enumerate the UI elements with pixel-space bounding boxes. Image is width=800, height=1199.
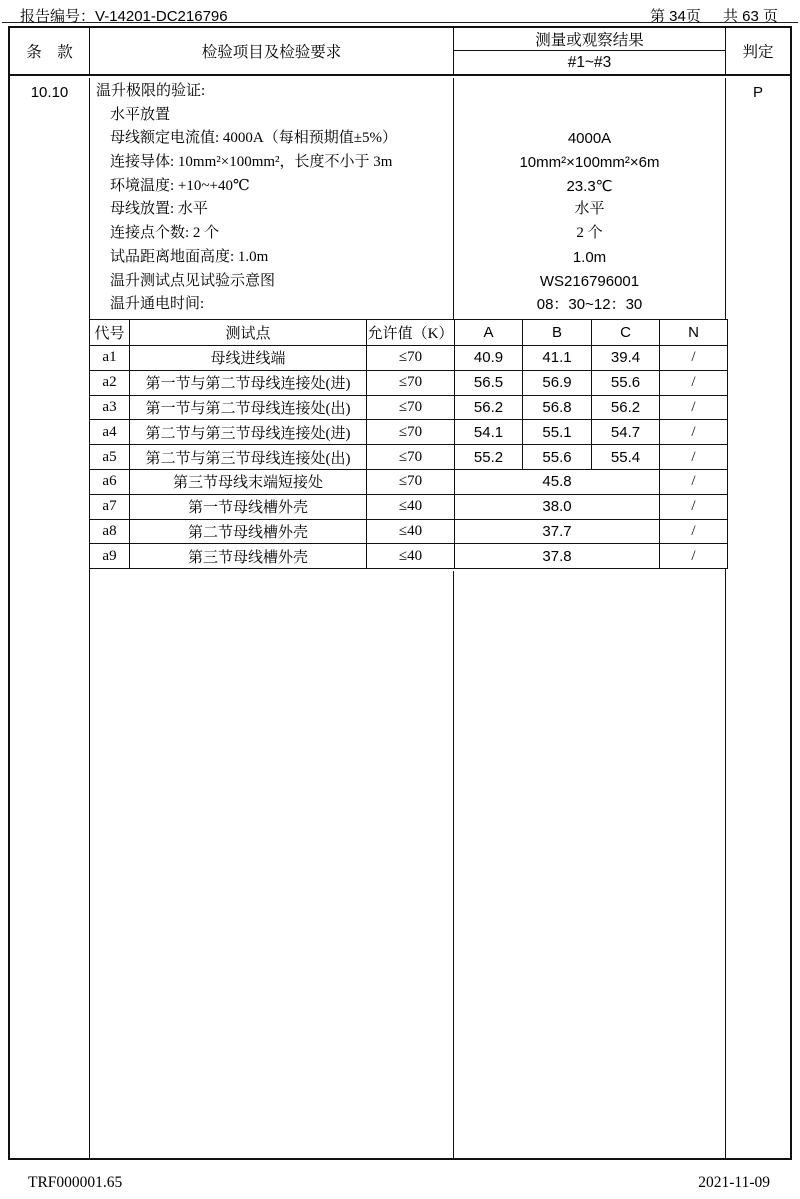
limit-value: ≤70 [367, 469, 455, 494]
measurement-row [90, 519, 728, 544]
header-result-sample-range: #1~#3 [567, 53, 612, 71]
inspection-table-header [10, 28, 790, 76]
value-b: 55.1 [523, 420, 592, 445]
spec-line: 母线额定电流值: 4000A（每相预期值±5%） [110, 130, 397, 147]
result-line: 2 个 [576, 225, 603, 242]
merged-value: 45.8 [455, 469, 660, 494]
value-b: 56.9 [523, 370, 592, 395]
col-header-point: 测试点 [130, 320, 367, 346]
spec-line: 水平放置 [110, 106, 171, 123]
measurement-row [90, 370, 728, 395]
value-n: / [660, 519, 728, 544]
limit-value: ≤70 [367, 370, 455, 395]
result-line: 23.3℃ [566, 177, 613, 195]
measurement-row [90, 469, 728, 494]
spec-line: 连接导体: 10mm²×100mm²，长度不小于 3m [110, 154, 393, 171]
test-point: 第三节母线槽外壳 [130, 544, 367, 569]
spec-line: 试品距离地面高度: 1.0m [110, 248, 269, 265]
col-header-phase-n: N [660, 320, 728, 346]
value-a: 56.2 [455, 395, 523, 420]
row-code: a5 [90, 445, 130, 470]
value-b: 41.1 [523, 346, 592, 371]
test-point: 第一节母线槽外壳 [130, 494, 367, 519]
col-header-phase-c: C [592, 320, 660, 346]
result-line: 水平 [574, 201, 605, 218]
row-code: a3 [90, 395, 130, 420]
measurement-row [90, 395, 728, 420]
value-a: 55.2 [455, 445, 523, 470]
result-line: 4000A [567, 130, 612, 148]
value-n: / [660, 445, 728, 470]
value-c: 39.4 [592, 346, 660, 371]
page-current: 第 34页 [649, 8, 701, 25]
limit-value: ≤70 [367, 395, 455, 420]
col-header-code: 代号 [90, 320, 130, 346]
value-n: / [660, 469, 728, 494]
spec-line: 温升测试点见试验示意图 [110, 272, 276, 289]
value-c: 55.6 [592, 370, 660, 395]
header-result-title: 测量或观察结果 [454, 28, 725, 51]
inspection-table-body [10, 78, 790, 1158]
value-a: 40.9 [455, 346, 523, 371]
value-b: 55.6 [523, 445, 592, 470]
spec-line: 温升通电时间: [110, 296, 205, 313]
row-code: a8 [90, 519, 130, 544]
header-result-column [454, 28, 726, 74]
report-number-label: 报告编号： [20, 8, 96, 25]
measurement-row [90, 445, 728, 470]
col-header-limit: 允许值（K） [367, 320, 455, 346]
col-header-phase-a: A [455, 320, 523, 346]
value-n: / [660, 544, 728, 569]
header-item-column: 检验项目及检验要求 [90, 28, 454, 74]
limit-value: ≤70 [367, 346, 455, 371]
value-a: 56.5 [455, 370, 523, 395]
row-code: a4 [90, 420, 130, 445]
value-b: 56.8 [523, 395, 592, 420]
result-line: WS216796001 [539, 272, 640, 290]
value-n: / [660, 346, 728, 371]
result-line [454, 80, 725, 104]
merged-value: 37.8 [455, 544, 660, 569]
footer-form-number: TRF000001.65 [28, 1174, 123, 1191]
limit-value: ≤40 [367, 544, 455, 569]
result-line: 08：30~12：30 [536, 296, 643, 314]
value-c: 54.7 [592, 420, 660, 445]
value-a: 54.1 [455, 420, 523, 445]
header-clause-column: 条 款 [10, 28, 90, 74]
report-number-line [20, 5, 228, 26]
test-point: 第二节母线槽外壳 [130, 519, 367, 544]
row-code: a9 [90, 544, 130, 569]
test-point: 第一节与第二节母线连接处(出) [130, 395, 367, 420]
test-point: 第二节与第三节母线连接处(进) [130, 420, 367, 445]
result-line [454, 104, 725, 128]
footer-date: 2021-11-09 [698, 1174, 770, 1191]
test-point: 第一节与第二节母线连接处(进) [130, 370, 367, 395]
limit-value: ≤40 [367, 519, 455, 544]
test-point: 第二节与第三节母线连接处(出) [130, 445, 367, 470]
value-n: / [660, 395, 728, 420]
result-line: 1.0m [572, 248, 607, 266]
column-divider-verdict [725, 78, 726, 1158]
page-info [650, 5, 778, 26]
column-divider-result-lower [453, 571, 454, 1158]
verdict-value: P [752, 84, 763, 101]
spec-line: 温升极限的验证: [96, 83, 206, 99]
test-point: 母线进线端 [130, 346, 367, 371]
header-verdict-column: 判定 [742, 44, 774, 61]
spec-line: 环境温度: +10~+40℃ [110, 177, 250, 194]
merged-value: 37.7 [455, 519, 660, 544]
spec-list [96, 80, 452, 317]
merged-value: 38.0 [455, 494, 660, 519]
result-line: 10mm²×100mm²×6m [519, 154, 660, 172]
measurement-header-row [90, 320, 728, 346]
row-code: a6 [90, 469, 130, 494]
inspection-table [8, 26, 792, 1160]
row-code: a2 [90, 370, 130, 395]
measurement-row [90, 544, 728, 569]
page-total: 共 63 页 [722, 8, 778, 25]
col-header-phase-b: B [523, 320, 592, 346]
measurement-row [90, 420, 728, 445]
value-c: 55.4 [592, 445, 660, 470]
row-code: a1 [90, 346, 130, 371]
value-n: / [660, 370, 728, 395]
limit-value: ≤40 [367, 494, 455, 519]
report-number-value: V-14201-DC216796 [95, 8, 228, 25]
column-divider-clause [89, 78, 90, 1158]
spec-line: 母线放置: 水平 [110, 201, 208, 218]
limit-value: ≤70 [367, 420, 455, 445]
result-list [454, 80, 725, 317]
measurement-row [90, 494, 728, 519]
row-code: a7 [90, 494, 130, 519]
spec-line: 连接点个数: 2 个 [110, 225, 220, 242]
doc-header [2, 0, 798, 23]
measurement-table [89, 319, 728, 569]
value-c: 56.2 [592, 395, 660, 420]
value-n: / [660, 494, 728, 519]
measurement-row [90, 346, 728, 371]
test-point: 第三节母线末端短接处 [130, 469, 367, 494]
limit-value: ≤70 [367, 445, 455, 470]
value-n: / [660, 420, 728, 445]
clause-number: 10.10 [30, 84, 69, 101]
